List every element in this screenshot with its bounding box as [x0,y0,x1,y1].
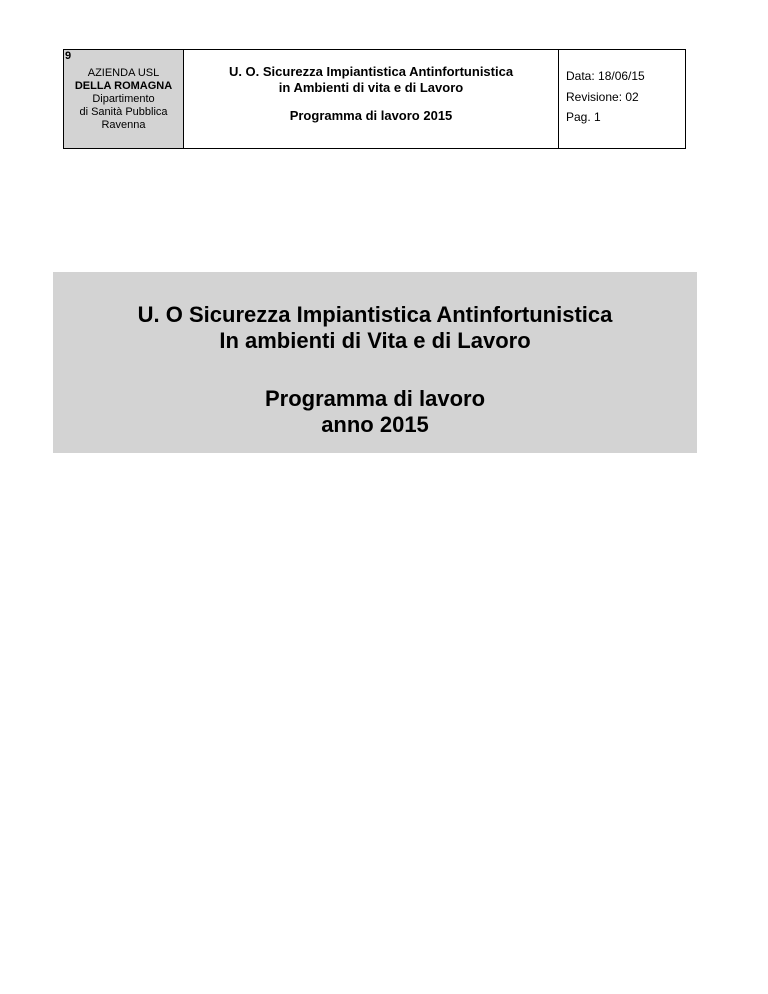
page-mark: 9 [65,50,72,62]
cover-title [53,302,697,354]
cover-title-box [53,272,697,453]
org-line-4: di Sanità Pubblica [79,106,168,118]
organization-cell [64,50,184,148]
document-info-cell [559,50,685,148]
org-line-5: Ravenna [101,119,146,131]
document-date: Data: 18/06/15 [566,69,645,83]
organization-name [64,67,183,132]
org-line-2: DELLA ROMAGNA [74,80,173,92]
org-line-1: AZIENDA USL [87,67,160,79]
org-line-3: Dipartimento [92,93,155,105]
cover-subtitle [53,386,697,438]
unit-cell [184,50,559,148]
unit-title-line-2: in Ambienti di vita e di Lavoro [278,80,464,95]
unit-title-line-1: U. O. Sicurezza Impiantistica Antinfortunistica [228,64,514,79]
unit-title [184,64,558,96]
document-revision: Revisione: 02 [566,90,639,104]
cover-subtitle-line-1: Programma di lavoro [264,386,486,411]
cover-title-line-2: In ambienti di Vita e di Lavoro [219,328,531,353]
cover-subtitle-line-2: anno 2015 [321,412,429,437]
page-number: Pag. 1 [566,110,601,124]
program-title: Programma di lavoro 2015 [289,108,453,123]
document-header [63,49,686,149]
cover-title-line-1: U. O Sicurezza Impiantistica Antinfortunistica [137,302,613,327]
